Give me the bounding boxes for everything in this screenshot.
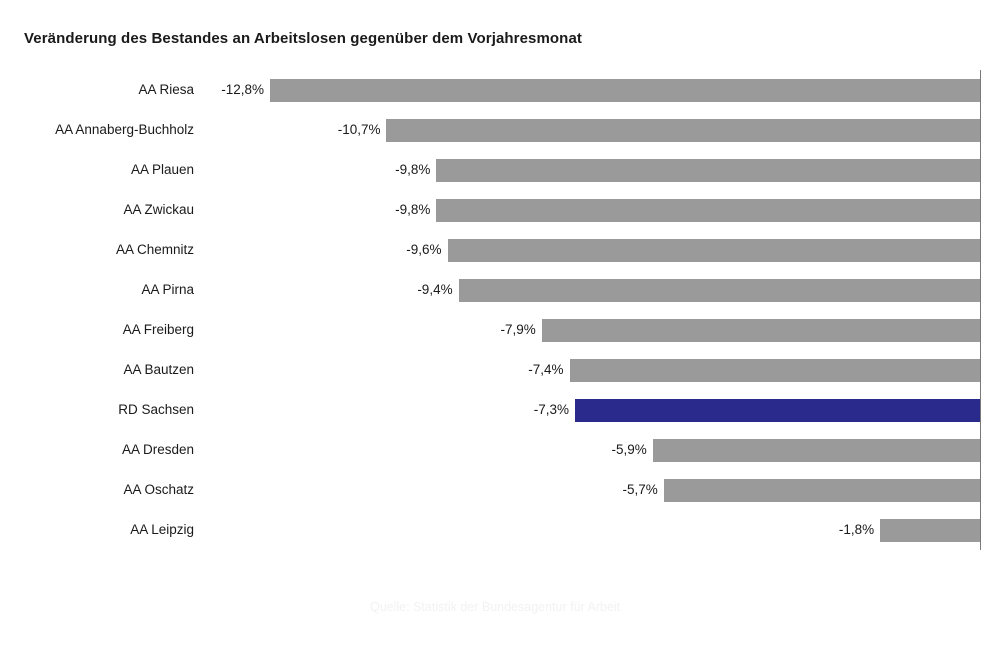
category-label: AA Zwickau — [123, 202, 194, 217]
category-label: AA Oschatz — [123, 482, 194, 497]
bar-row — [0, 110, 1000, 150]
bar-row — [0, 310, 1000, 350]
value-label: -9,8% — [395, 162, 431, 177]
category-label: AA Plauen — [130, 162, 194, 177]
bar — [436, 159, 980, 182]
bar — [448, 239, 981, 262]
value-label: -1,8% — [838, 522, 875, 537]
bar — [880, 519, 980, 542]
bar-row — [0, 350, 1000, 390]
bar-row — [0, 190, 1000, 230]
value-label: -9,4% — [417, 282, 453, 297]
category-label: AA Leipzig — [130, 522, 194, 537]
category-label: AA Chemnitz — [115, 242, 194, 257]
value-label: -5,7% — [622, 482, 658, 497]
bar-row — [0, 150, 1000, 190]
category-label: AA Dresden — [121, 442, 194, 457]
bar-rows — [0, 70, 1000, 550]
value-label: -12,8% — [221, 82, 264, 97]
value-label: -7,9% — [500, 322, 536, 337]
category-label: AA Pirna — [141, 282, 194, 297]
bar — [653, 439, 980, 462]
value-label: -9,6% — [406, 242, 442, 257]
bar — [386, 119, 980, 142]
bar-row — [0, 390, 1000, 430]
category-label: AA Riesa — [138, 82, 194, 97]
bar-row — [0, 510, 1000, 550]
bar — [459, 279, 980, 302]
value-label: -10,7% — [337, 122, 381, 137]
category-label: AA Annaberg-Buchholz — [55, 122, 194, 137]
value-label: -7,3% — [533, 402, 570, 417]
plot-area — [0, 70, 1000, 560]
category-label: AA Freiberg — [122, 322, 194, 337]
category-label: AA Bautzen — [123, 362, 194, 377]
chart-title: Veränderung des Bestandes an Arbeitslosen gegenüber dem Vorjahresmonat — [24, 30, 582, 47]
bar-row — [0, 430, 1000, 470]
bar — [664, 479, 980, 502]
bar — [270, 79, 980, 102]
bar — [575, 399, 980, 422]
bar — [570, 359, 980, 382]
value-label: -9,8% — [395, 202, 431, 217]
bar — [436, 199, 980, 222]
bar-row — [0, 470, 1000, 510]
value-label: -7,4% — [528, 362, 564, 377]
category-label: RD Sachsen — [118, 402, 194, 417]
value-label: -5,9% — [611, 442, 647, 457]
bar — [542, 319, 980, 342]
bar-row — [0, 70, 1000, 110]
bar-row — [0, 230, 1000, 270]
bar-row — [0, 270, 1000, 310]
chart-source-note: Quelle: Statistik der Bundesagentur für Arbeit — [370, 600, 621, 614]
